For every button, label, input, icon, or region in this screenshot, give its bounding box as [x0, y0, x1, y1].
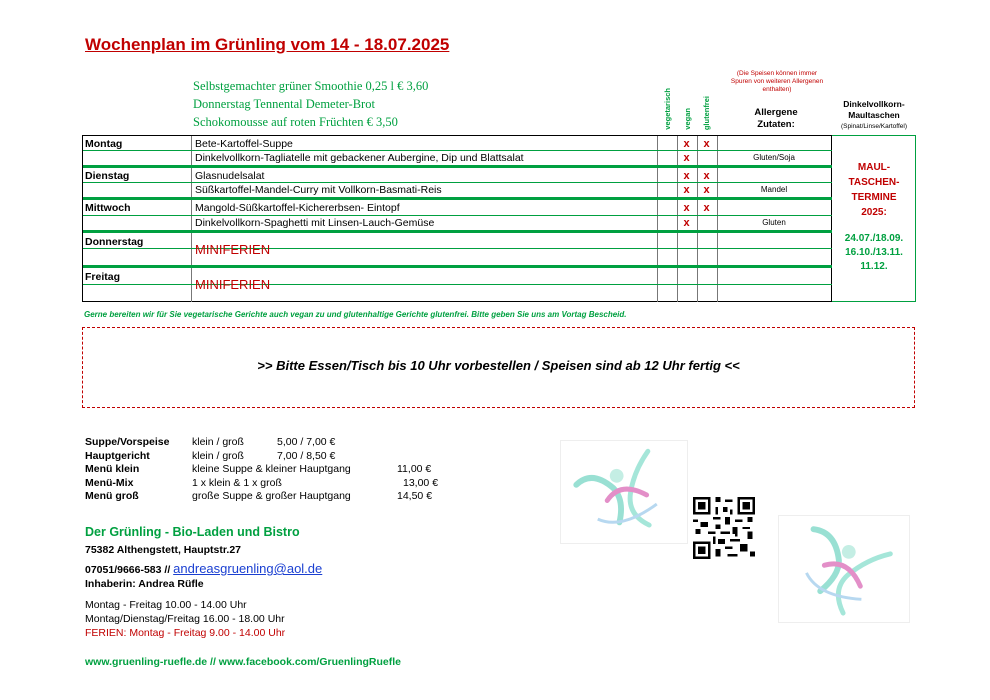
day-divider	[83, 230, 832, 233]
price-label: Suppe/Vorspeise	[85, 436, 170, 448]
vegan-mark: x	[683, 170, 690, 182]
day-label: Freitag	[85, 271, 121, 283]
maultaschen-subtitle: (Spinat/Linse/Kartoffel)	[841, 123, 907, 130]
price-value: 11,00 €	[397, 463, 432, 475]
shop-owner: Inhaberin: Andrea Rüfle	[85, 578, 204, 590]
maultaschen-date-line: 16.10./13.11.	[845, 247, 903, 258]
glutenfree-mark: x	[703, 184, 710, 196]
column-divider	[697, 136, 698, 302]
maultaschen-label	[832, 160, 916, 220]
price-label: Menü-Mix	[85, 476, 134, 489]
traces-note: (Die Speisen können immer Spuren von weiteren Allergenen enthalten)	[730, 70, 824, 93]
dancers-illustration	[778, 515, 910, 623]
allergen-cell: Gluten	[762, 218, 786, 227]
vegan-mark: x	[683, 202, 690, 214]
allergen-cell: Gluten/Soja	[753, 153, 795, 162]
price-value: 14,50 €	[397, 490, 433, 502]
price-value: 5,00 / 7,00 €	[277, 436, 336, 448]
dish-name: Dinkelvollkorn-Spaghetti mit Linsen-Lauch-Gemüse	[195, 217, 435, 229]
day-divider	[83, 265, 832, 268]
holiday-label: MINIFERIEN	[195, 242, 271, 257]
shop-address: 75382 Althengstett, Hauptstr.27	[85, 544, 241, 556]
order-notice: >> Bitte Essen/Tisch bis 10 Uhr vorbestellen / Speisen sind ab 12 Uhr fertig <<	[257, 358, 740, 373]
header-vegetarian: vegetarisch	[663, 88, 672, 130]
price-label: Menü klein	[85, 463, 140, 475]
special-item: Donnerstag Tennental Demeter-Brot	[193, 97, 375, 111]
holiday-hours: FERIEN: Montag - Freitag 9.00 - 14.00 Uhr	[85, 627, 286, 639]
price-desc: große Suppe & großer Hauptgang	[192, 490, 351, 502]
maultaschen-dates	[832, 232, 916, 274]
vegan-mark: x	[683, 152, 690, 164]
day-label: Donnerstag	[85, 236, 144, 248]
footer-links[interactable]: www.gruenling-ruefle.de // www.facebook.com/GruenlingRuefle	[85, 656, 402, 668]
page-title: Wochenplan im Grünling vom 14 - 18.07.2025	[85, 35, 450, 54]
email-link[interactable]: andreasgruenling@aol.de	[173, 561, 323, 576]
dish-name: Dinkelvollkorn-Tagliatelle mit gebackener Aubergine, Dip und Blattsalat	[195, 152, 524, 164]
header-vegan: vegan	[683, 108, 692, 130]
day-label: Dienstag	[85, 170, 130, 182]
price-desc: klein / groß	[192, 449, 244, 462]
dish-name: Mangold-Süßkartoffel-Kichererbsen- Eintopf	[195, 202, 400, 214]
maultaschen-label-line: TERMINE	[851, 192, 897, 203]
price-label: Menü groß	[85, 490, 139, 502]
vegan-mark: x	[683, 138, 690, 150]
maultaschen-label-line: 2025:	[861, 207, 887, 218]
shop-name: Der Grünling - Bio-Laden und Bistro	[85, 525, 300, 539]
day-label: Mittwoch	[85, 202, 131, 214]
vegan-mark: x	[683, 217, 690, 229]
allergen-cell: Mandel	[760, 185, 788, 194]
column-divider	[191, 136, 192, 302]
header-maultaschen	[832, 99, 916, 132]
price-desc: 1 x klein & 1 x groß	[192, 476, 282, 489]
header-glutenfree: glutenfrei	[702, 96, 711, 131]
maultaschen-title: Dinkelvollkorn-Maultaschen	[843, 99, 905, 120]
opening-hours	[85, 598, 285, 640]
dish-name: Süßkartoffel-Mandel-Curry mit Vollkorn-Basmati-Reis	[195, 184, 442, 196]
vegan-mark: x	[683, 184, 690, 196]
price-value: 7,00 / 8,50 €	[277, 449, 336, 462]
hours-line: Montag - Freitag 10.00 - 14.00 Uhr	[85, 599, 247, 611]
header-allergens: Allergene Zutaten:	[754, 107, 798, 130]
vegan-glutenfree-note: Gerne bereiten wir für Sie vegetarische Gerichte auch vegan zu und glutenhaltige Gerichte glutenfrei. Bitte geben Sie uns am Vortag Bescheid.	[84, 310, 627, 319]
hours-line: Montag/Dienstag/Freitag 16.00 - 18.00 Uhr	[85, 613, 285, 625]
price-desc: kleine Suppe & kleiner Hauptgang	[192, 463, 351, 475]
dancers-illustration	[560, 440, 688, 544]
glutenfree-mark: x	[703, 170, 710, 182]
glutenfree-mark: x	[703, 202, 710, 214]
holiday-label: MINIFERIEN	[195, 277, 271, 292]
maultaschen-date-line: 11.12.	[860, 261, 888, 272]
price-value: 13,00 €	[403, 476, 439, 489]
maultaschen-date-line: 24.07./18.09.	[844, 233, 904, 244]
maultaschen-label-line: TASCHEN-	[848, 177, 900, 188]
specials-list	[193, 77, 428, 131]
price-label: Hauptgericht	[85, 449, 150, 462]
glutenfree-mark: x	[703, 138, 710, 150]
special-item: Selbstgemachter grüner Smoothie 0,25 l € 3,60	[193, 79, 429, 93]
shop-contact	[85, 561, 322, 576]
dish-name: Glasnudelsalat	[195, 170, 265, 182]
price-desc: klein / groß	[192, 436, 244, 448]
maultaschen-label-line: MAUL-	[857, 162, 891, 173]
qr-code[interactable]	[693, 497, 755, 559]
shop-phone: 07051/9666-583 //	[85, 564, 171, 576]
column-divider	[657, 136, 658, 302]
special-item: Schokomousse auf roten Früchten € 3,50	[193, 115, 398, 129]
menu-table	[82, 135, 832, 302]
day-divider	[83, 165, 832, 168]
day-divider	[83, 197, 832, 200]
day-label: Montag	[85, 138, 123, 150]
dish-name: Bete-Kartoffel-Suppe	[195, 138, 293, 150]
